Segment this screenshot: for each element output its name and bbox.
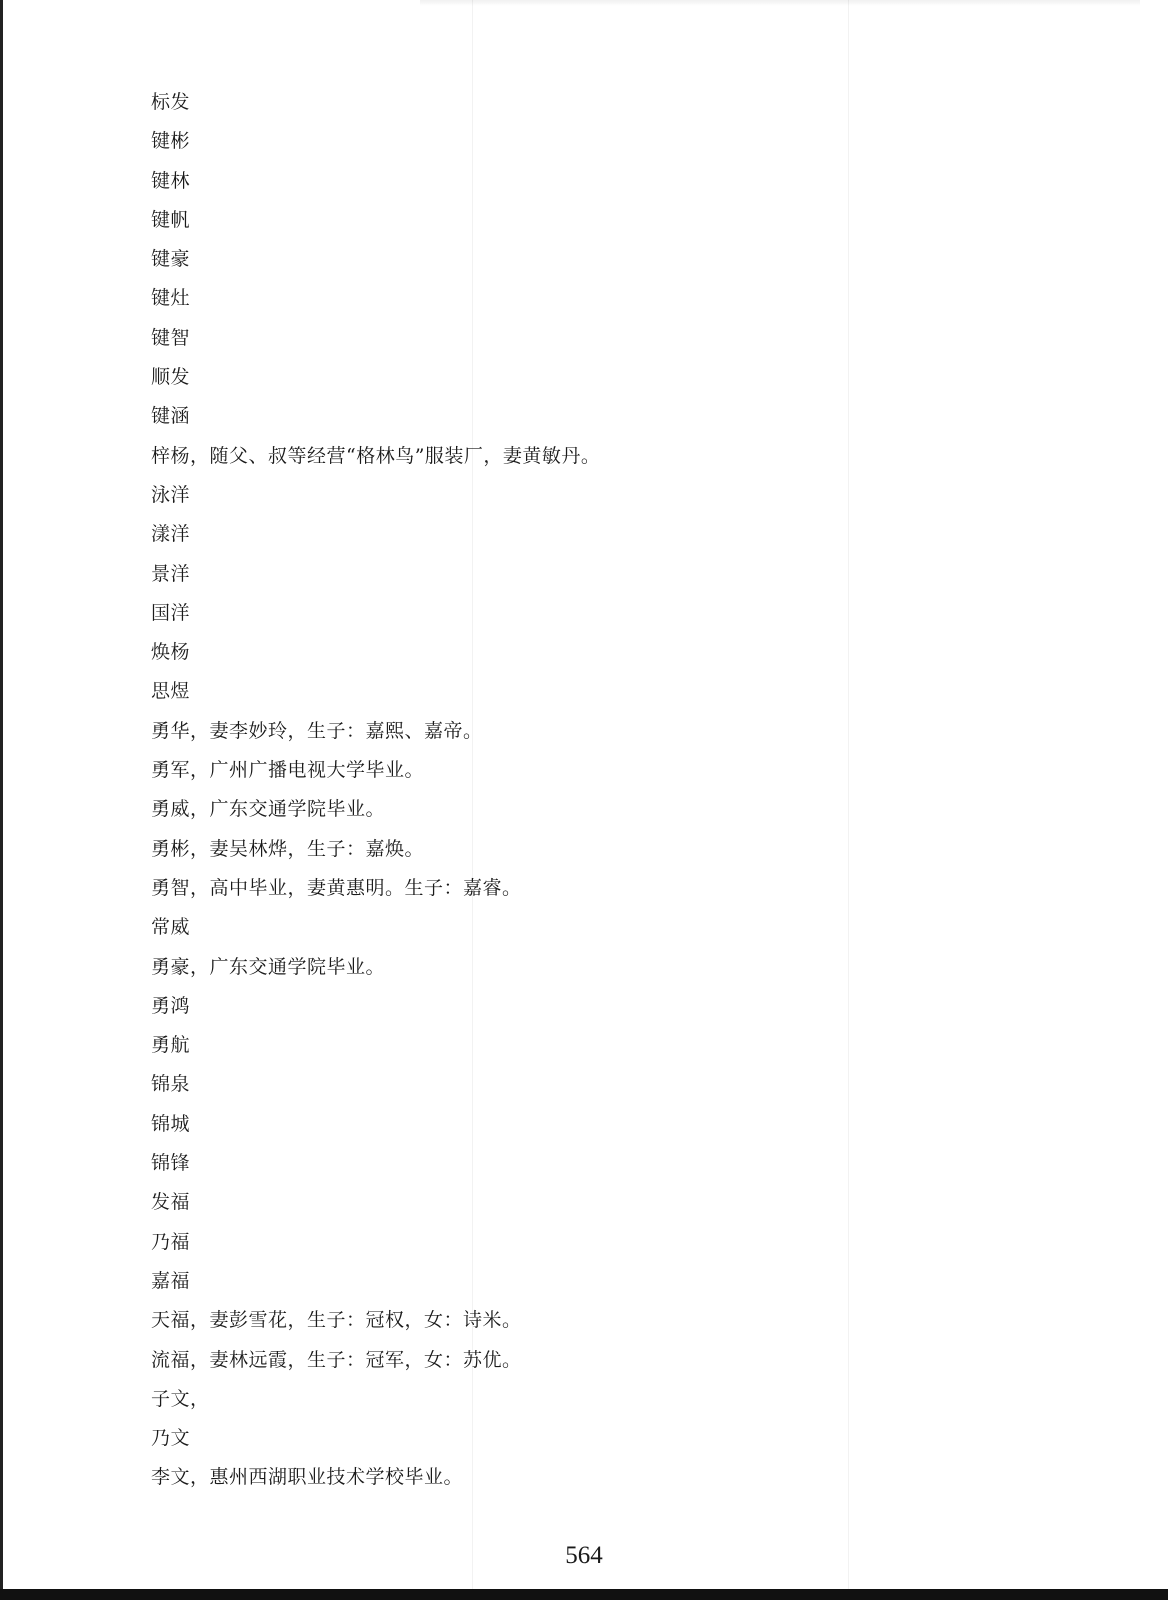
- genealogy-entry: 勇军，广州广播电视大学毕业。: [151, 759, 425, 782]
- scan-left-edge: [0, 0, 3, 1600]
- genealogy-entry: 锦城: [151, 1112, 191, 1135]
- genealogy-entry: 天福，妻彭雪花，生子：冠权，女：诗米。: [151, 1309, 522, 1332]
- genealogy-entry: 流福，妻林远霞，生子：冠军，女：苏优。: [151, 1348, 522, 1371]
- genealogy-entry: 勇航: [151, 1034, 191, 1057]
- scan-top-shadow: [420, 0, 1140, 6]
- scan-fold-line: [848, 0, 849, 1590]
- genealogy-entry: 子文，: [151, 1387, 210, 1410]
- page-number: 564: [565, 1542, 603, 1569]
- genealogy-entry: 键林: [151, 169, 191, 192]
- genealogy-entry: 梓杨，随父、叔等经营“格林鸟”服装厂，妻黄敏丹。: [151, 444, 601, 467]
- genealogy-entry: 勇鸿: [151, 994, 191, 1017]
- genealogy-entry: 发福: [151, 1191, 191, 1214]
- genealogy-entry: 锦锋: [151, 1152, 191, 1175]
- genealogy-entry: 勇威，广东交通学院毕业。: [151, 798, 386, 821]
- genealogy-entry: 国洋: [151, 601, 191, 624]
- genealogy-entry: 标发: [151, 91, 191, 113]
- genealogy-entry: 键帆: [151, 208, 191, 231]
- genealogy-entry: 键涵: [151, 405, 191, 428]
- genealogy-entry: 键彬: [151, 130, 191, 153]
- genealogy-entry: 漾洋: [151, 523, 191, 546]
- genealogy-entry: 勇豪，广东交通学院毕业。: [151, 955, 386, 978]
- genealogy-entry: 勇华，妻李妙玲，生子：嘉熙、嘉帝。: [151, 719, 483, 742]
- genealogy-entry: 泳洋: [151, 483, 191, 506]
- genealogy-entry: 勇彬，妻吴林烨，生子：嘉焕。: [151, 837, 425, 860]
- genealogy-entry: 思煜: [151, 680, 191, 703]
- genealogy-entry: 乃文: [151, 1427, 191, 1450]
- genealogy-entry-list: [151, 83, 600, 1498]
- genealogy-entry: 乃福: [151, 1230, 191, 1253]
- genealogy-entry: 李文，惠州西湖职业技术学校毕业。: [151, 1466, 464, 1489]
- genealogy-entry: 景洋: [151, 562, 191, 585]
- genealogy-entry: 常威: [151, 916, 191, 939]
- genealogy-entry: 锦泉: [151, 1073, 191, 1096]
- genealogy-entry: 键智: [151, 326, 191, 349]
- genealogy-entry: 顺发: [151, 366, 191, 389]
- genealogy-entry: 嘉福: [151, 1269, 191, 1292]
- genealogy-entry: 键豪: [151, 248, 191, 271]
- genealogy-entry: 勇智，高中毕业，妻黄惠明。生子：嘉睿。: [151, 876, 522, 899]
- genealogy-entry: 焕杨: [151, 641, 191, 664]
- scan-bottom-edge: [0, 1589, 1168, 1600]
- genealogy-entry: 键灶: [151, 287, 191, 310]
